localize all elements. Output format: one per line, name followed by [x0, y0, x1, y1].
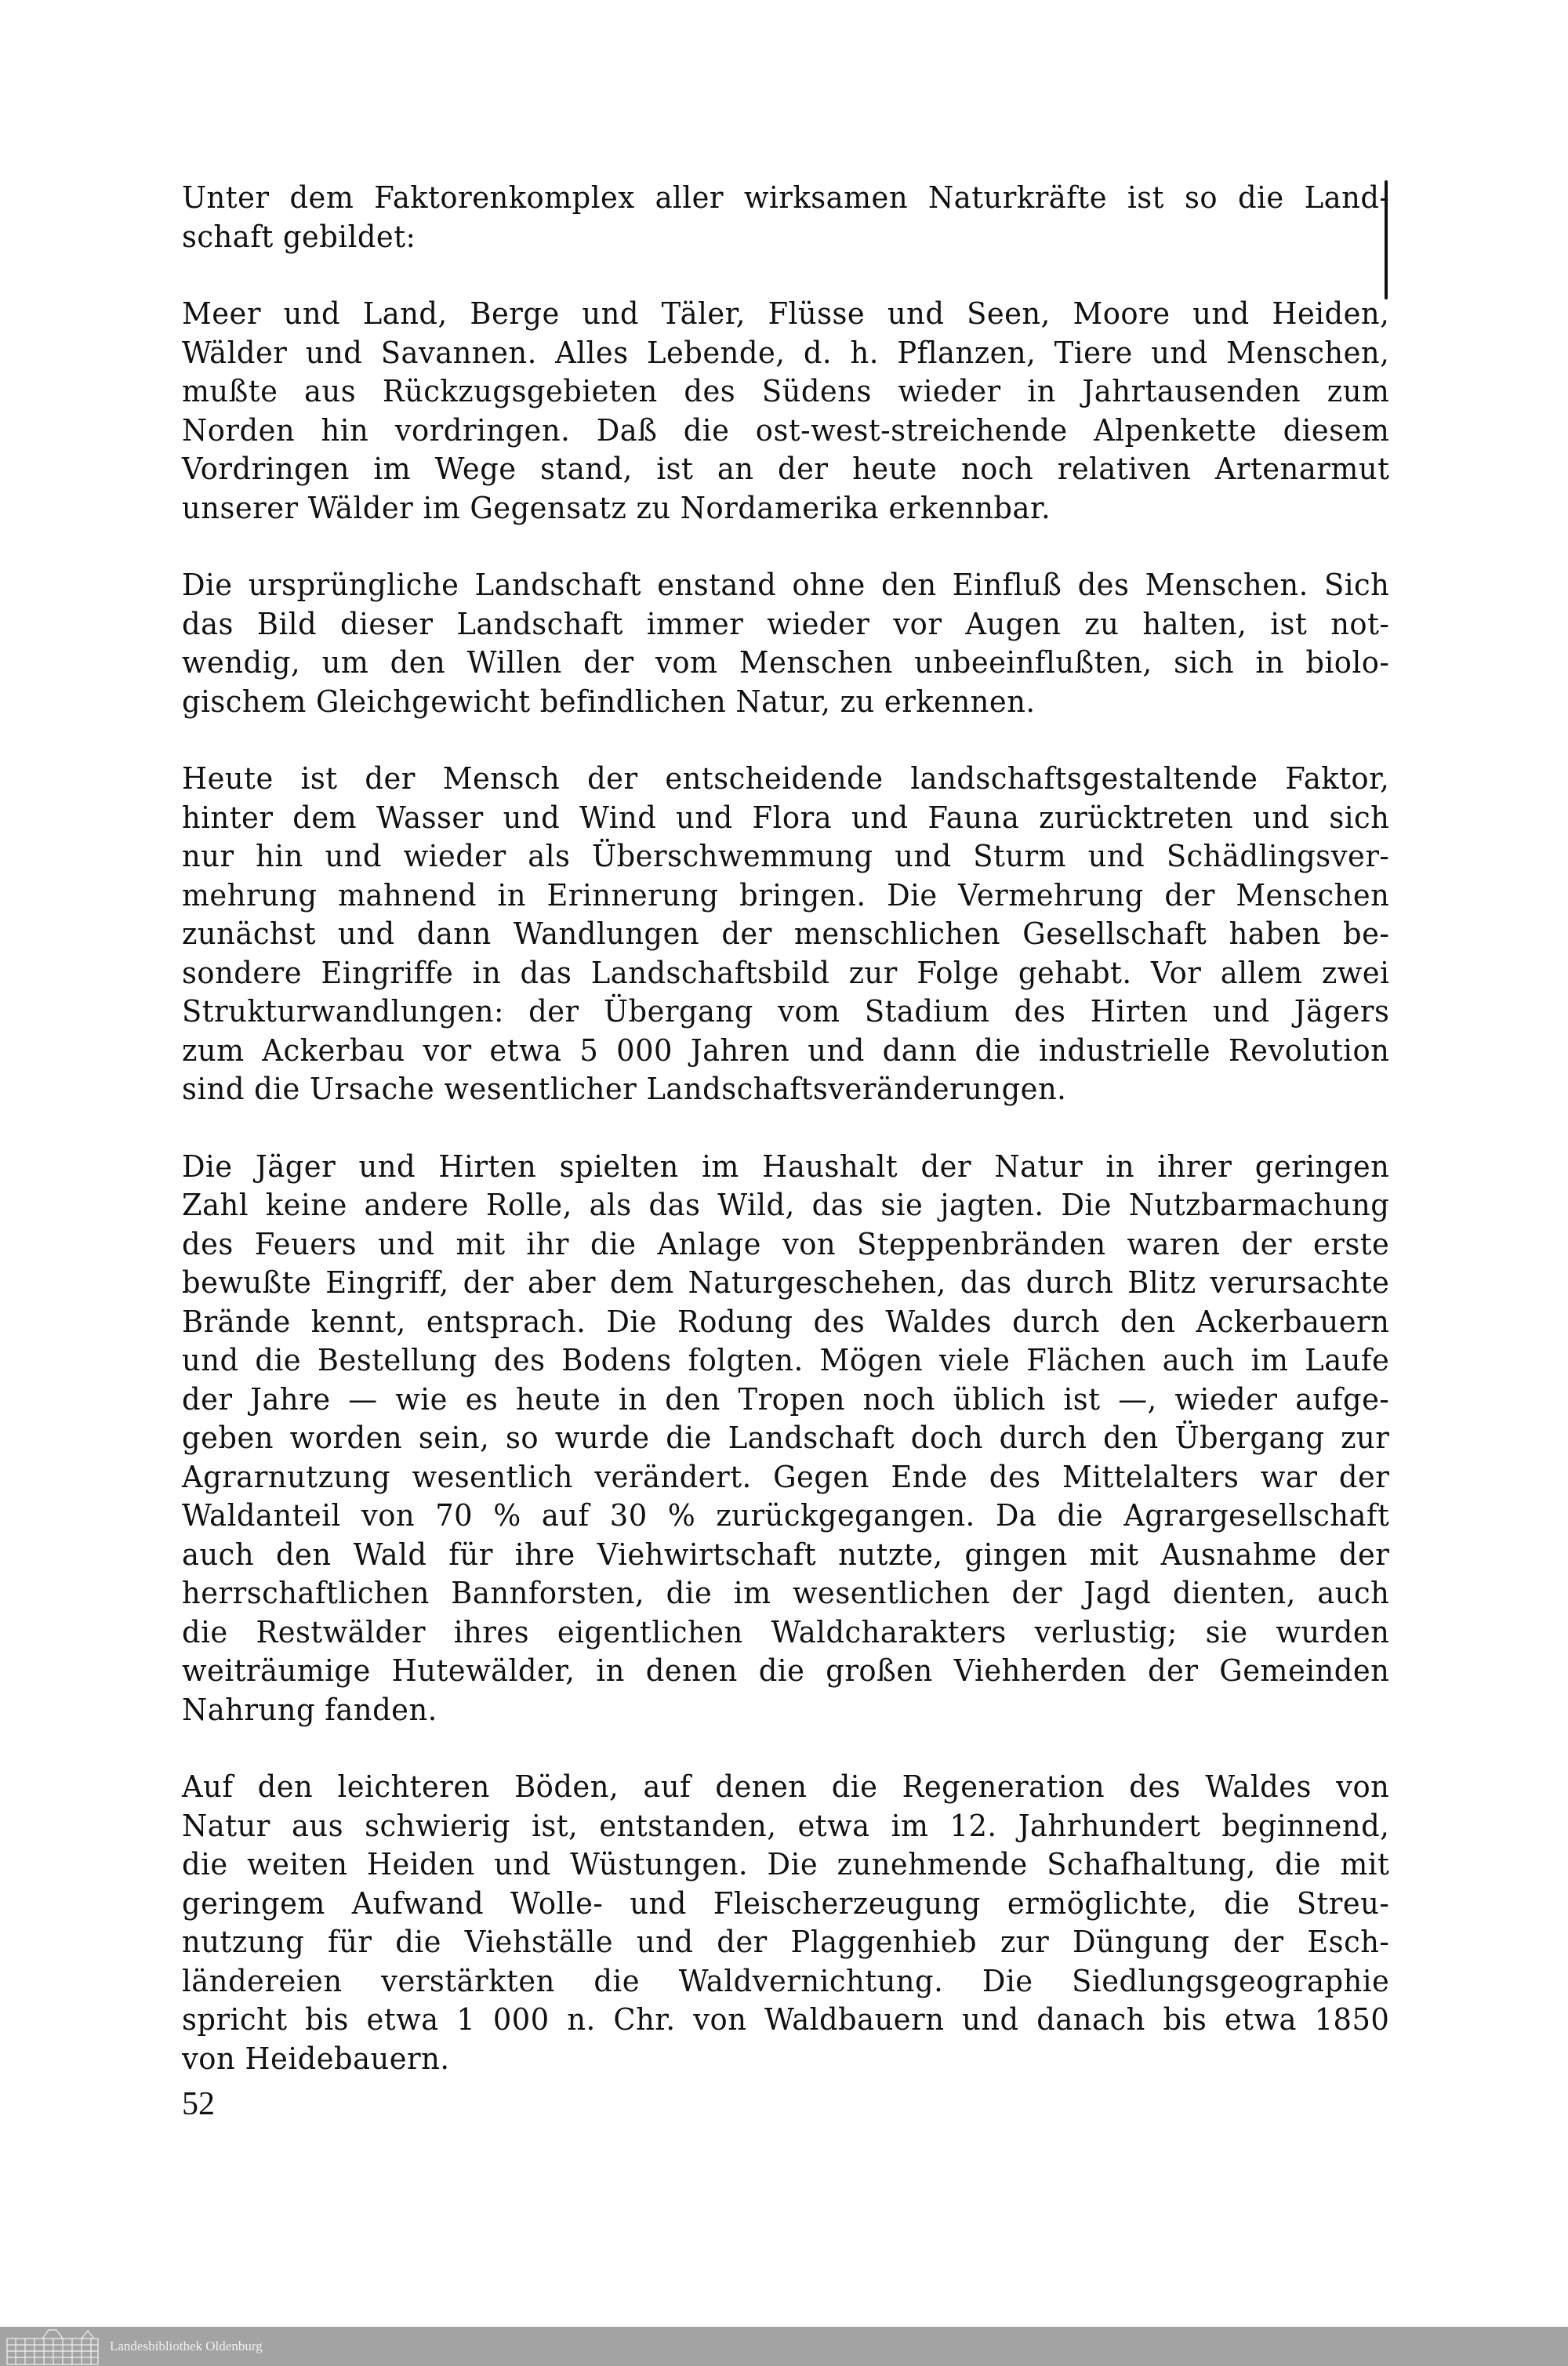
text-line: nur hin und wieder als Überschwemmung und Sturm und Schädlingsver- — [182, 839, 1390, 873]
text-line: nutzung für die Viehställe und der Plaggenhieb zur Düngung der Esch- — [182, 1925, 1390, 1959]
page-body — [182, 179, 1389, 2117]
paragraph-6 — [182, 1768, 1389, 2078]
paragraph-3 — [182, 566, 1389, 721]
text-line: Meer und Land, Berge und Täler, Flüsse und Seen, Moore und Heiden, — [182, 296, 1390, 331]
text-line: Waldanteil von 70 % auf 30 % zurückgegangen. Da die Agrargesellschaft — [182, 1498, 1390, 1533]
text-line: mehrung mahnend in Erinnerung bringen. Die Vermehrung der Menschen — [182, 877, 1390, 913]
text-line: zum Ackerbau vor etwa 5 000 Jahren und dann die industrielle Revolution — [182, 1032, 1390, 1068]
text-line: sind die Ursache wesentlicher Landschaftsveränderungen. — [182, 1072, 1067, 1106]
text-line: von Heidebauern. — [182, 2041, 450, 2076]
text-line: Vordringen im Wege stand, ist an der heute noch relativen Artenarmut — [182, 452, 1390, 486]
text-line: sondere Eingriffe in das Landschaftsbild zur Folge gehabt. Vor allem zwei — [182, 955, 1390, 990]
text-line: hinter dem Wasser und Wind und Flora und Fauna zurücktreten und sich — [182, 800, 1390, 835]
text-line: Agrarnutzung wesentlich verändert. Gegen Ende des Mittelalters war der — [182, 1459, 1390, 1494]
text-line: zunächst und dann Wandlungen der menschlichen Gesellschaft haben be- — [182, 916, 1390, 951]
page-number: 52 — [182, 2086, 215, 2122]
text-line: Brände kennt, entsprach. Die Rodung des Waldes durch den Ackerbauern — [182, 1304, 1390, 1339]
library-building-icon — [5, 2328, 99, 2365]
text-line: die Restwälder ihres eigentlichen Waldcharakters verlustig; sie wurden — [182, 1614, 1390, 1649]
text-line: Nahrung fanden. — [182, 1692, 437, 1727]
text-line: Auf den leichteren Böden, auf denen die Regeneration des Waldes von — [182, 1769, 1390, 1804]
paragraph-5 — [182, 1148, 1389, 1730]
text-line: geben worden sein, so wurde die Landschaft doch durch den Übergang zur — [182, 1421, 1390, 1455]
footer-bar — [0, 2327, 1568, 2366]
paragraph-2 — [182, 295, 1389, 528]
text-line: Die Jäger und Hirten spielten im Haushalt der Natur in ihrer geringen — [182, 1149, 1390, 1184]
library-name: Landesbibliothek Oldenburg — [110, 2339, 263, 2353]
text-line: mußte aus Rückzugsgebieten des Südens wieder in Jahrtausenden zum — [182, 374, 1390, 408]
text-line: auch den Wald für ihre Viehwirtschaft nutzte, gingen mit Ausnahme der — [182, 1537, 1390, 1572]
text-line: und die Bestellung des Bodens folgten. Mögen viele Flächen auch im Laufe — [182, 1343, 1390, 1377]
text-line: bewußte Eingriff, der aber dem Naturgeschehen, das durch Blitz verursachte — [182, 1265, 1390, 1300]
text-line: weiträumige Hutewälder, in denen die großen Viehherden der Gemeinden — [182, 1653, 1390, 1688]
text-line: herrschaftlichen Bannforsten, die im wesentlichen der Jagd dienten, auch — [182, 1576, 1390, 1610]
paragraph-4 — [182, 760, 1389, 1109]
text-line: gischem Gleichgewicht befindlichen Natur, zu erkennen. — [182, 684, 1036, 719]
text-line: des Feuers und mit ihr die Anlage von Steppenbränden waren der erste — [182, 1226, 1390, 1261]
text-line: Strukturwandlungen: der Übergang vom Stadium des Hirten und Jägers — [182, 994, 1390, 1029]
text-line: unserer Wälder im Gegensatz zu Nordamerika erkennbar. — [182, 490, 1051, 525]
paragraph-1 — [182, 179, 1389, 256]
text-line: Norden hin vordringen. Daß die ost-west-streichende Alpenkette diesem — [182, 412, 1390, 448]
text-line: spricht bis etwa 1 000 n. Chr. von Waldbauern und danach bis etwa 1850 — [182, 2002, 1390, 2037]
text-line: Unter dem Faktorenkomplex aller wirksamen Naturkräfte ist so die Land- — [182, 180, 1390, 215]
text-line: Natur aus schwierig ist, entstanden, etwa im 12. Jahrhundert beginnend, — [182, 1808, 1390, 1843]
text-line: Heute ist der Mensch der entscheidende landschaftsgestaltende Faktor, — [182, 761, 1390, 796]
text-line: Zahl keine andere Rolle, als das Wild, das sie jagten. Die Nutzbarmachung — [182, 1188, 1390, 1222]
text-line: ländereien verstärkten die Waldvernichtung. Die Siedlungsgeographie — [182, 1963, 1390, 1998]
text-line: schaft gebildet: — [182, 219, 416, 254]
text-line: Die ursprüngliche Landschaft enstand ohne den Einfluß des Menschen. Sich — [182, 568, 1390, 602]
text-line: das Bild dieser Landschaft immer wieder vor Augen zu halten, ist not- — [182, 606, 1390, 641]
text-line: die weiten Heiden und Wüstungen. Die zunehmende Schafhaltung, die mit — [182, 1847, 1390, 1882]
text-line: wendig, um den Willen der vom Menschen unbeeinflußten, sich in biolo- — [182, 645, 1390, 680]
text-line: der Jahre — wie es heute in den Tropen noch üblich ist —, wieder aufge- — [182, 1381, 1390, 1417]
text-line: Wälder und Savannen. Alles Lebende, d. h. Pflanzen, Tiere und Menschen, — [182, 335, 1390, 370]
text-line: geringem Aufwand Wolle- und Fleischerzeugung ermöglichte, die Streu- — [182, 1885, 1390, 1921]
